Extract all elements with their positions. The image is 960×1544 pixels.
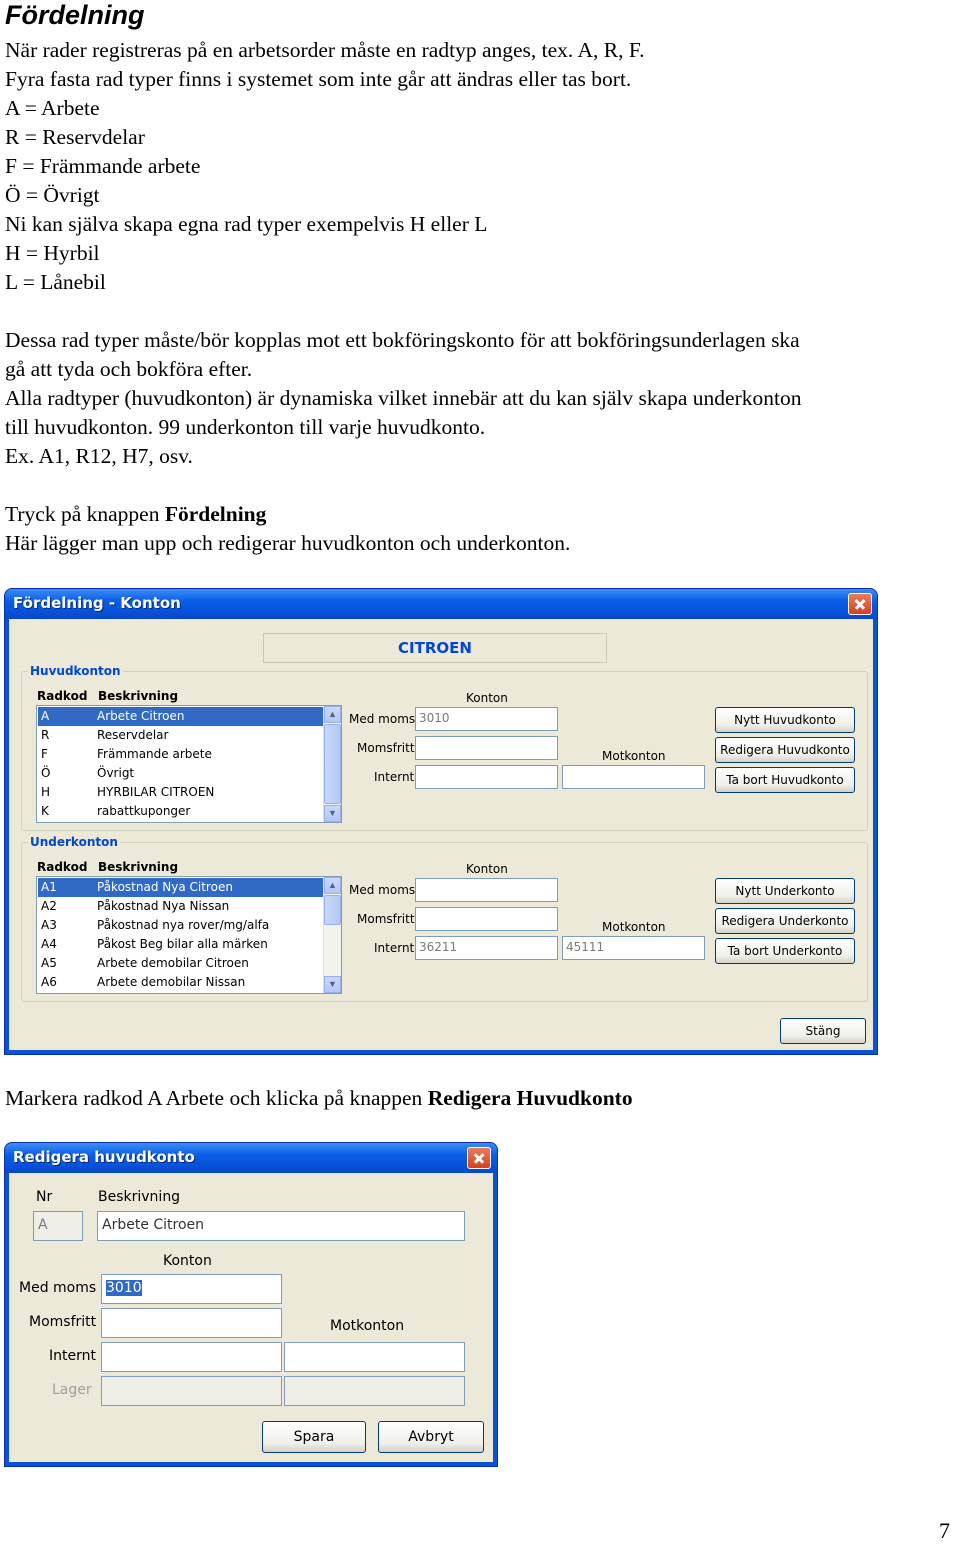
intro-line: L = Lånebil	[5, 270, 106, 294]
med-moms-label: Med moms	[19, 1280, 97, 1296]
motkonton-label: Motkonton	[602, 920, 666, 934]
col-beskrivning-header: Beskrivning	[98, 689, 179, 703]
ta-bort-huvudkonto-button[interactable]: Ta bort Huvudkonto	[715, 767, 855, 793]
intro-line: H = Hyrbil	[5, 241, 100, 265]
internt-field[interactable]	[415, 765, 558, 789]
scrollbar[interactable]	[323, 877, 341, 993]
scroll-up-icon[interactable]: ▲	[324, 877, 341, 894]
med-moms-field[interactable]	[101, 1274, 282, 1304]
internt-field[interactable]: 36211	[415, 936, 558, 960]
konton-label: Konton	[466, 862, 508, 876]
para2-line: Alla radtyper (huvudkonton) är dynamiska vilket innebär att du kan själv skapa underkonton	[5, 386, 802, 410]
momsfritt-label: Momsfritt	[29, 1314, 97, 1330]
underkonton-group-label: Underkonton	[30, 835, 118, 849]
window-client	[9, 1173, 493, 1462]
nytt-huvudkonto-button[interactable]: Nytt Huvudkonto	[715, 707, 855, 733]
konton-label: Konton	[466, 691, 508, 705]
list-item[interactable]: A3 Påkostnad nya rover/mg/alfa	[41, 918, 270, 932]
close-icon[interactable]	[467, 1147, 491, 1169]
lager-label: Lager	[52, 1382, 92, 1398]
underkonton-list[interactable]	[36, 876, 342, 994]
scroll-thumb[interactable]	[324, 895, 341, 925]
med-moms-value: 3010	[106, 1280, 142, 1296]
redigera-underkonto-button[interactable]: Redigera Underkonto	[715, 908, 855, 934]
para2-line: till huvudkonton. 99 underkonton till varje huvudkonto.	[5, 415, 486, 439]
list-item[interactable]: A5 Arbete demobilar Citroen	[41, 956, 249, 970]
motkonton-label: Motkonton	[602, 749, 666, 763]
nr-field[interactable]: A	[33, 1211, 83, 1241]
momsfritt-label: Momsfritt	[357, 741, 415, 755]
para2-line: gå att tyda och bokföra efter.	[5, 357, 253, 381]
scroll-up-icon[interactable]: ▲	[324, 706, 341, 723]
intro-line: När rader registreras på en arbetsorder måste en radtyp anges, tex. A, R, F.	[5, 38, 645, 62]
intro-line: F = Främmande arbete	[5, 154, 201, 178]
window-client	[9, 619, 873, 1050]
list-item[interactable]: A4 Påkost Beg bilar alla märken	[41, 937, 268, 951]
beskrivning-field[interactable]: Arbete Citroen	[97, 1211, 465, 1241]
para3-bold: Fördelning	[164, 502, 267, 526]
momsfritt-field[interactable]	[101, 1308, 282, 1338]
para3-text: Tryck på knappen	[5, 502, 165, 526]
intro-line: Ni kan själva skapa egna rad typer exempelvis H eller L	[5, 212, 488, 236]
nr-label: Nr	[36, 1189, 53, 1205]
nytt-underkonto-button[interactable]: Nytt Underkonto	[715, 878, 855, 904]
list-item[interactable]: A6 Arbete demobilar Nissan	[41, 975, 246, 989]
motkonto-field[interactable]	[562, 765, 705, 789]
window-titlebar	[5, 589, 877, 619]
motkonto-field[interactable]: 45111	[562, 936, 705, 960]
internt-field[interactable]	[101, 1342, 282, 1372]
internt-label: Internt	[374, 770, 415, 784]
huvudkonton-list[interactable]	[36, 705, 342, 823]
scroll-thumb[interactable]	[324, 724, 341, 804]
med-moms-field[interactable]: 3010	[415, 707, 558, 731]
window-title: Fördelning - Konton	[13, 594, 181, 612]
fordelning-window	[5, 589, 877, 1054]
lager-field[interactable]	[101, 1376, 282, 1406]
stang-button[interactable]: Stäng	[780, 1018, 866, 1044]
col-radkod-header: Radkod	[37, 860, 88, 874]
internt-label: Internt	[374, 941, 415, 955]
internt-label: Internt	[49, 1348, 96, 1364]
para3-line	[5, 500, 266, 529]
med-moms-label: Med moms	[349, 712, 416, 726]
para4-bold: Redigera Huvudkonto	[427, 1086, 633, 1110]
list-item[interactable]: A1 Påkostnad Nya Citroen	[38, 878, 323, 897]
motkonto-lager-field[interactable]	[284, 1376, 465, 1406]
page-heading: Fördelning	[5, 0, 145, 30]
scroll-down-icon[interactable]: ▼	[324, 805, 341, 822]
para3-line2: Här lägger man upp och redigerar huvudkonton och underkonton.	[5, 531, 571, 555]
window-title: Redigera huvudkonto	[13, 1148, 195, 1166]
para4-text: Markera radkod A Arbete och klicka på knappen	[5, 1086, 428, 1110]
close-icon[interactable]	[848, 593, 872, 615]
redigera-huvudkonto-window	[5, 1143, 497, 1466]
list-item[interactable]: A2 Påkostnad Nya Nissan	[41, 899, 230, 913]
page-number: 7	[939, 1518, 950, 1543]
col-beskrivning-header: Beskrivning	[98, 860, 179, 874]
intro-line: Ö = Övrigt	[5, 183, 100, 207]
redigera-huvudkonto-button[interactable]: Redigera Huvudkonto	[715, 737, 855, 763]
momsfritt-field[interactable]	[415, 907, 558, 931]
motkonton-label: Motkonton	[330, 1318, 405, 1334]
list-item[interactable]: R Reservdelar	[41, 728, 169, 742]
momsfritt-label: Momsfritt	[357, 912, 415, 926]
intro-line: A = Arbete	[5, 96, 100, 120]
list-item[interactable]: A Arbete Citroen	[38, 707, 323, 726]
list-item[interactable]: F Främmande arbete	[41, 747, 212, 761]
company-title: CITROEN	[263, 633, 607, 663]
para4-line	[5, 1084, 633, 1113]
motkonto-internt-field[interactable]	[284, 1342, 465, 1372]
list-item[interactable]: H HYRBILAR CITROEN	[41, 785, 215, 799]
spara-button[interactable]: Spara	[262, 1421, 366, 1453]
para2-line: Ex. A1, R12, H7, osv.	[5, 444, 193, 468]
konton-label: Konton	[163, 1253, 212, 1269]
window-titlebar	[5, 1143, 497, 1173]
intro-line: Fyra fasta rad typer finns i systemet som inte går att ändras eller tas bort.	[5, 67, 632, 91]
momsfritt-field[interactable]	[415, 736, 558, 760]
list-item[interactable]: K rabattkuponger	[41, 804, 191, 818]
beskrivning-label: Beskrivning	[98, 1189, 181, 1205]
list-item[interactable]: Ö Övrigt	[41, 766, 135, 780]
col-radkod-header: Radkod	[37, 689, 88, 703]
scrollbar[interactable]	[323, 706, 341, 822]
huvudkonton-group-label: Huvudkonton	[30, 664, 121, 678]
ta-bort-underkonto-button[interactable]: Ta bort Underkonto	[715, 938, 855, 964]
med-moms-field[interactable]	[415, 878, 558, 902]
scroll-down-icon[interactable]: ▼	[324, 976, 341, 993]
para2-line: Dessa rad typer måste/bör kopplas mot ett bokföringskonto för att bokföringsunderlagen ska	[5, 328, 800, 352]
avbryt-button[interactable]: Avbryt	[378, 1421, 484, 1453]
med-moms-label: Med moms	[349, 883, 416, 897]
intro-line: R = Reservdelar	[5, 125, 145, 149]
